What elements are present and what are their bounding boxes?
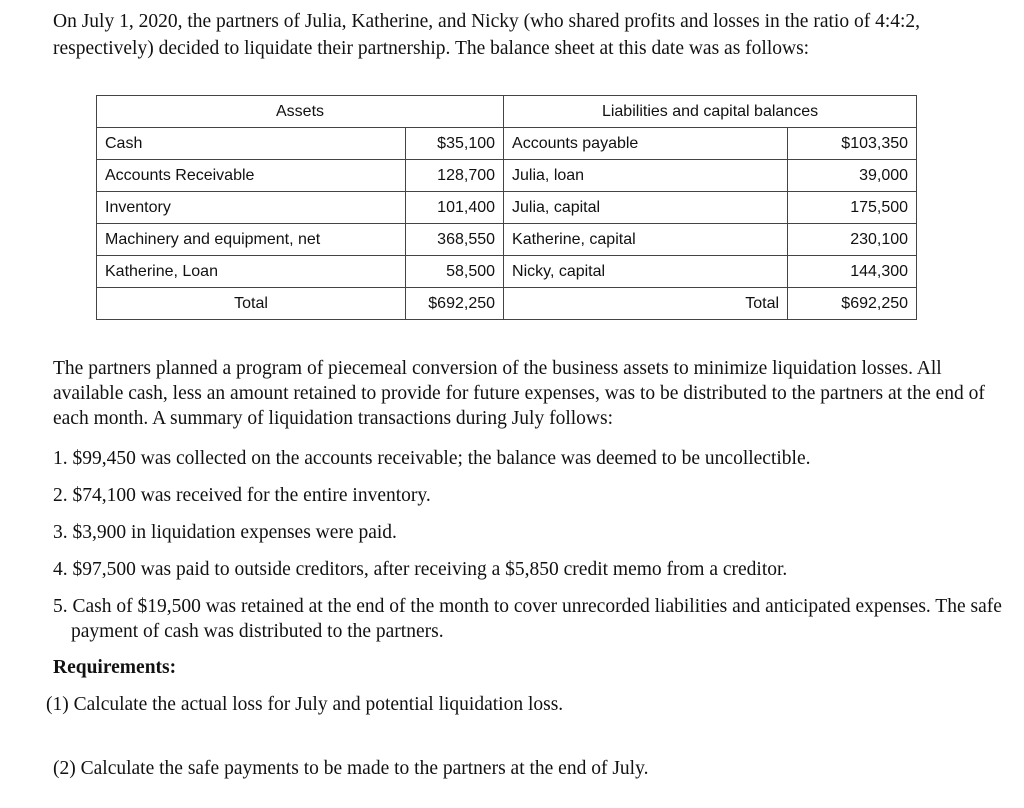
transactions-list — [53, 446, 1013, 656]
list-item: 1. $99,450 was collected on the accounts receivable; the balance was deemed to be uncollectible. — [53, 448, 811, 469]
balance-sheet-header-row — [97, 96, 917, 128]
liability-name: Accounts payable — [504, 128, 788, 160]
asset-amount: 128,700 — [406, 160, 504, 192]
list-item: 3. $3,900 in liquidation expenses were paid. — [53, 522, 397, 543]
list-item: 5. Cash of $19,500 was retained at the end of the month to cover unrecorded liabilities and anticipated expenses. The safe payment of cash was distributed to the partners. — [53, 596, 1002, 642]
asset-name: Accounts Receivable — [97, 160, 406, 192]
requirements-title: Requirements: — [53, 657, 177, 678]
liability-name: Julia, loan — [504, 160, 788, 192]
asset-amount: 368,550 — [406, 224, 504, 256]
table-row — [97, 256, 917, 288]
program-paragraph: The partners planned a program of piecemeal conversion of the business assets to minimize liquidation losses. All available cash, less an amount retained to provide for future expenses, was to be distributed to the partners at the end of each month. A summary of liquidation transactions during July follows: — [53, 358, 985, 429]
liability-amount: $103,350 — [788, 128, 917, 160]
table-row — [97, 192, 917, 224]
table-row — [97, 128, 917, 160]
intro-paragraph: On July 1, 2020, the partners of Julia, Katherine, and Nicky (who shared profits and losses in the ratio of 4:4:2, respectively) decided to liquidate their partnership. The balance sheet at this date was as follows: — [53, 11, 921, 59]
liabilities-header: Liabilities and capital balances — [504, 96, 917, 128]
asset-amount: 101,400 — [406, 192, 504, 224]
asset-name: Machinery and equipment, net — [97, 224, 406, 256]
liability-name: Julia, capital — [504, 192, 788, 224]
asset-amount: $35,100 — [406, 128, 504, 160]
balance-sheet-table — [96, 95, 917, 320]
balance-sheet-total-row — [97, 288, 917, 320]
liability-name: Nicky, capital — [504, 256, 788, 288]
asset-name: Cash — [97, 128, 406, 160]
table-row — [97, 224, 917, 256]
list-item: 2. $74,100 was received for the entire inventory. — [53, 485, 431, 506]
list-item: 4. $97,500 was paid to outside creditors, after receiving a $5,850 credit memo from a creditor. — [53, 559, 788, 580]
liability-amount: 230,100 — [788, 224, 917, 256]
asset-name: Inventory — [97, 192, 406, 224]
liability-amount: 144,300 — [788, 256, 917, 288]
asset-name: Katherine, Loan — [97, 256, 406, 288]
assets-header: Assets — [97, 96, 504, 128]
liability-amount: 175,500 — [788, 192, 917, 224]
requirement-1: (1) Calculate the actual loss for July and potential liquidation loss. — [46, 694, 564, 715]
assets-total-label: Total — [97, 288, 406, 320]
assets-total-amount: $692,250 — [406, 288, 504, 320]
requirement-2: (2) Calculate the safe payments to be made to the partners at the end of July. — [53, 758, 649, 779]
liabilities-total-amount: $692,250 — [788, 288, 917, 320]
liability-amount: 39,000 — [788, 160, 917, 192]
liability-name: Katherine, capital — [504, 224, 788, 256]
asset-amount: 58,500 — [406, 256, 504, 288]
table-row — [97, 160, 917, 192]
liabilities-total-label: Total — [504, 288, 788, 320]
